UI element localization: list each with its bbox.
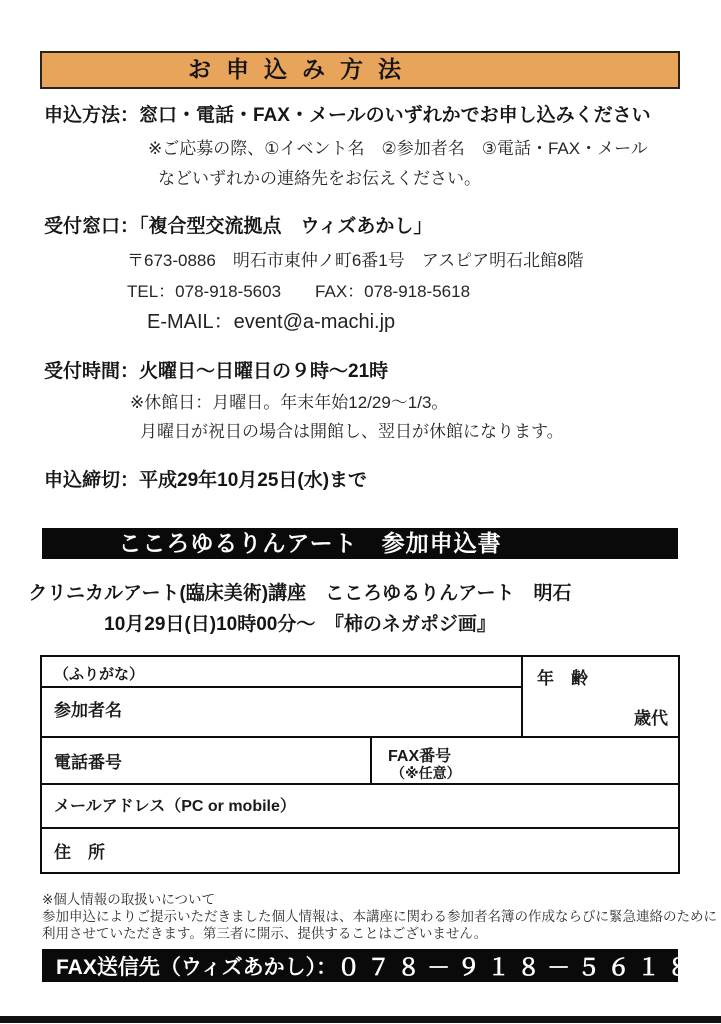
reception-hours-note2: 月曜日が祝日の場合は開館し、翌日が休館になります。 bbox=[140, 422, 564, 441]
age-unit-label: 歳代 bbox=[634, 709, 668, 728]
privacy-title: ※個人情報の取扱いについて bbox=[42, 892, 216, 907]
age-label: 年 齢 bbox=[537, 669, 588, 688]
course-line2: 10月29日(日)10時00分～ 『柿のネガポジ画』 bbox=[104, 614, 496, 635]
page-edge-strip bbox=[0, 1016, 721, 1023]
privacy-line2: 利用させていただきます。第三者に開示、提供することはございません。 bbox=[42, 926, 488, 941]
course-line1: クリニカルアート(臨床美術)講座 こころゆるりんアート 明石 bbox=[28, 583, 572, 604]
form-title-bar bbox=[42, 528, 678, 559]
participant-name-cell bbox=[42, 688, 523, 738]
fax-footer-bar bbox=[42, 949, 698, 982]
fax-optional-label: （※任意） bbox=[391, 765, 461, 781]
reception-hours-heading: 受付時間：火曜日～日曜日の９時～21時 bbox=[44, 361, 389, 382]
participant-name-label: 参加者名 bbox=[54, 701, 122, 720]
deadline-heading: 申込締切：平成29年10月25日(水)まで bbox=[44, 470, 368, 491]
address-cell bbox=[42, 829, 678, 872]
email-cell bbox=[42, 785, 678, 829]
apply-method-note1: ※ご応募の際、①イベント名 ②参加者名 ③電話・FAX・メール bbox=[148, 139, 648, 158]
phone-label: 電話番号 bbox=[54, 753, 122, 772]
furigana-label: （ふりがな） bbox=[54, 666, 145, 683]
reception-desk-heading: 受付窓口：「複合型交流拠点 ウィズあかし」 bbox=[44, 216, 433, 237]
form-title: こころゆるりんアート 参加申込書 bbox=[118, 530, 502, 556]
address-label: 住 所 bbox=[54, 843, 105, 862]
application-form-table bbox=[40, 655, 680, 874]
furigana-cell bbox=[42, 657, 523, 688]
fax-footer-number: ０７８－９１８－５６１８ bbox=[337, 954, 698, 980]
reception-desk-email: E-MAIL：event@a-machi.jp bbox=[147, 311, 396, 333]
fax-cell bbox=[372, 738, 678, 785]
reception-desk-address: 〒673-0886 明石市東仲ノ町6番1号 アスピア明石北館8階 bbox=[127, 251, 584, 270]
apply-method-heading: 申込方法：窓口・電話・FAX・メールのいずれかでお申し込みください bbox=[44, 105, 651, 126]
privacy-line1: 参加申込によりご提示いただきました個人情報は、本講座に関わる参加者名簿の作成ならびに緊急連絡のために bbox=[42, 909, 717, 924]
fax-footer-label: FAX送信先（ウィズあかし）： bbox=[56, 955, 338, 979]
phone-cell bbox=[42, 738, 372, 785]
reception-desk-tel-fax: TEL：078-918-5603 FAX：078-918-5618 bbox=[127, 282, 471, 301]
fax-label: FAX番号 bbox=[388, 748, 452, 765]
apply-method-header-bar bbox=[40, 51, 680, 89]
apply-method-title: お申込み方法 bbox=[188, 56, 416, 82]
age-cell bbox=[523, 657, 678, 738]
reception-hours-note1: ※休館日：月曜日。年末年始12/29～1/3。 bbox=[130, 393, 449, 412]
email-label: メールアドレス（PC or mobile） bbox=[54, 798, 296, 815]
apply-method-note2: などいずれかの連絡先をお伝えください。 bbox=[158, 169, 481, 188]
